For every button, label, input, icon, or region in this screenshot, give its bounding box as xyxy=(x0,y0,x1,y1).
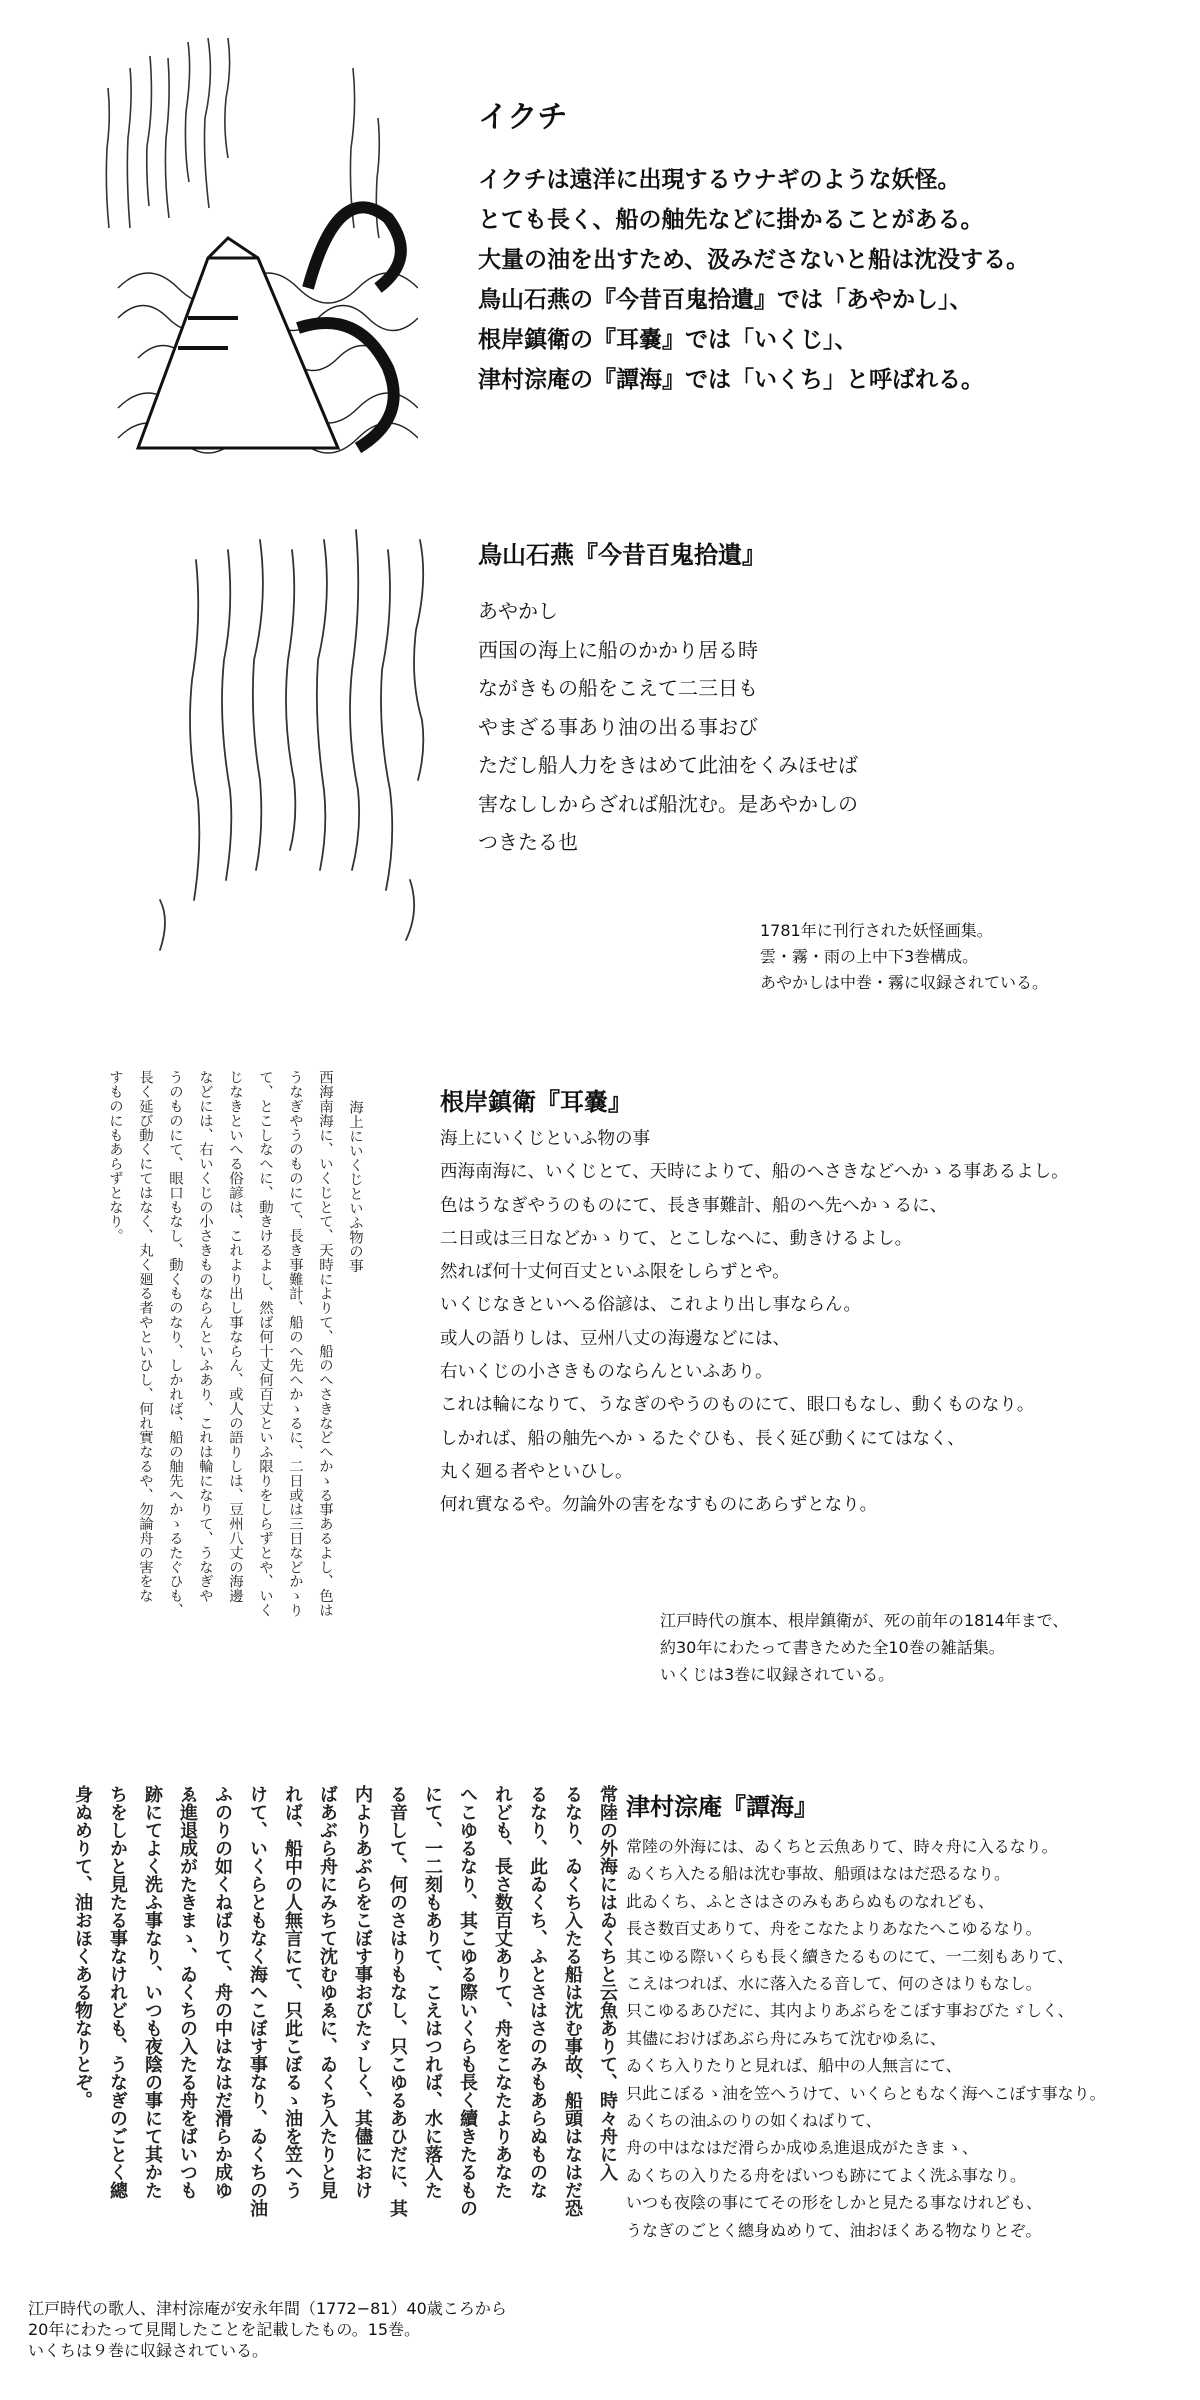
section1-line: イクチは遠洋に出現するウナギのような妖怪。 xyxy=(478,167,961,193)
section3-title: 根岸鎮衛『耳嚢』 xyxy=(440,1088,632,1116)
section4-line: いつも夜陰の事にてその形をしかと見たる事なけれども、 xyxy=(626,2193,1043,2213)
section4-vertical-column: けて、いくらともなく海へこぼす事なり、ゐくちの油 xyxy=(247,1785,268,2217)
section2-line: 害なししからざれば船沈む。是あやかしの xyxy=(478,791,858,816)
section4-vertical-column: るなり、ゐくち入たる船は沈む事故、船頭はなはだ恐 xyxy=(562,1785,583,2217)
section3-line: 西海南海に、いくじとて、天時によりて、船のへさきなどへかゝる事あるよし。 xyxy=(440,1162,1069,1183)
section3-note xyxy=(660,1607,1068,1688)
section2-line: ただし船人力をきはめて此油をくみほせば xyxy=(478,753,858,777)
section3-vertical-column: すものにもあらずとなり。 xyxy=(107,1070,123,1243)
section4-line: ゐくちの入りたる舟をばいつも跡にてよく洗ふ事なり。 xyxy=(626,2165,1027,2185)
section3-line: 色はうなぎやうのものにて、長き事難計、船のへ先へかゝるに、 xyxy=(440,1195,948,1216)
section2-note xyxy=(760,918,1048,996)
section4-vertical-column: 跡にてよく洗ふ事なり、いつも夜陰の事にて其かた xyxy=(142,1785,163,2199)
section1-line: 鳥山石燕の『今昔百鬼拾遺』では「あやかし」、 xyxy=(478,287,973,313)
section4-vertical-column: にて、一二刻もありて、こえはつれば、水に落入た xyxy=(422,1785,443,2199)
section2-transcription xyxy=(478,592,858,862)
section4-note xyxy=(28,2298,507,2361)
section2-note-line: 雲・霧・雨の上中下3巻構成。 xyxy=(760,947,979,966)
section4-line: うなぎのごとく總身ぬめりて、油おほくある物なりとぞ。 xyxy=(626,2220,1042,2240)
section3-vertical-column: て、とこしなへに、動きけるよし、然ば何十丈何百丈といふ限りをしらずとや、いく xyxy=(257,1070,273,1618)
section2-line: あやかし xyxy=(478,599,558,623)
section1-title: イクチ xyxy=(478,100,568,135)
section4-note-line: 20年にわたって見聞したことを記載したもの。15巻。 xyxy=(28,2320,421,2339)
section4-line: ゐくち入りたりと見れば、船中の人無言にて、 xyxy=(626,2056,962,2076)
section4-line: 只此こぼるゝ油を笠へうけて、いくらともなく海へこぼす事なり。 xyxy=(626,2083,1106,2103)
section3-vertical-column: 長く延び動くにてはなく、丸く廻る者やといひし、何れ實なるや、勿論舟の害をな xyxy=(137,1070,153,1603)
section4-vertical-column: 常陸の外海にはゐくちと云魚ありて、時々舟に入 xyxy=(597,1785,618,2181)
section4-vertical-column: 身ぬめりて、油おほくある物なりとぞ。 xyxy=(72,1785,93,2109)
section3-line: しかれば、船の舳先へかゝるたぐひも、長く延び動くにてはなく、 xyxy=(440,1428,965,1449)
section2-line: やまざる事あり油の出る事おび xyxy=(478,714,758,739)
section1-line: とても長く、船の舳先などに掛かることがある。 xyxy=(478,207,984,233)
calligraphy-image xyxy=(120,520,450,980)
section4-vertical-column: ふのりの如くねばりて、舟の中はなはだ滑らか成ゆ xyxy=(212,1785,233,2199)
section3-vertical-column: じなきといへる俗諺は、これより出し事ならん、或人の語りしは、豆州八丈の海邊 xyxy=(227,1070,243,1603)
section3-note-line: いくじは3巻に収録されている。 xyxy=(660,1665,895,1684)
section4-transcription xyxy=(626,1833,1106,2244)
section3-line: 丸く廻る者やといひし。 xyxy=(440,1461,633,1482)
section4-line: 此ゐくち、ふとさはさのみもあらぬものなれども、 xyxy=(626,1891,995,1911)
section3-vertical-column: などには、右いくじの小さきものならんといふあり、これは輪になりて、うなぎや xyxy=(197,1070,213,1603)
section2-note-line: あやかしは中巻・霧に収録されている。 xyxy=(760,973,1049,992)
section3-line: 右いくじの小さきものならんといふあり。 xyxy=(440,1362,773,1383)
section4-vertical-column: ばあぶら舟にみちて沈むゆゑに、ゐくち入たりと見 xyxy=(317,1785,338,2199)
section3-line: 或人の語りしは、豆州八丈の海邊などには、 xyxy=(440,1328,790,1349)
section2-line: つきたる也 xyxy=(478,830,578,854)
section4-line: 其儘におけばあぶら舟にみちて沈むゆゑに、 xyxy=(626,2028,946,2048)
section2-line: 西国の海上に船のかかり居る時 xyxy=(478,637,758,662)
section4-vertical-column: れども、長さ数百丈ありて、舟をこなたよりあなた xyxy=(492,1785,513,2199)
section3-note-line: 約30年にわたって書きためた全10巻の雑話集。 xyxy=(660,1638,1005,1657)
section1-description xyxy=(478,160,1029,400)
section2-title: 鳥山石燕『今昔百鬼拾遺』 xyxy=(478,541,766,569)
section4-line: 只こゆるあひだに、其内よりあぶらをこぼす事おびたゞしく、 xyxy=(626,2001,1074,2021)
section3-vertical-original xyxy=(70,1070,370,1710)
section4-title: 津村淙庵『譚海』 xyxy=(626,1793,818,1821)
section4-line: 常陸の外海には、ゐくちと云魚ありて、時々舟に入るなり。 xyxy=(626,1837,1058,1856)
section3-line: 何れ實なるや。勿論外の害をなすものにあらずとなり。 xyxy=(440,1495,878,1516)
section1-line: 大量の油を出すため、汲みださないと船は沈没する。 xyxy=(478,247,1030,273)
section4-vertical-column: 内よりあぶらをこぼす事おびたゞしく、其儘におけ xyxy=(352,1785,373,2199)
section4-line: 舟の中はなはだ滑らか成ゆゑ進退成がたきまゝ、 xyxy=(626,2138,979,2158)
section2-note-line: 1781年に刊行された妖怪画集。 xyxy=(760,921,993,940)
section3-transcription xyxy=(440,1123,1069,1523)
ayakashi-calligraphy-scan xyxy=(120,520,450,980)
section4-vertical-column: ゑ進退成がたきまゝ、ゐくちの入たる舟をばいつも xyxy=(177,1785,198,2199)
section4-note-line: 江戸時代の歌人、津村淙庵が安永年間（1772−81）40歳ころから xyxy=(28,2299,507,2318)
section3-vertical-column: うなぎやうのものにて、長き事難計、船のへ先へかゝるに、二日或は三日などかゝり xyxy=(287,1070,303,1618)
section4-line: 其こゆる際いくらも長く續きたるものにて、一二刻もありて、 xyxy=(626,1946,1074,1966)
section1-line: 津村淙庵の『譚海』では「いくち」と呼ばれる。 xyxy=(478,367,984,393)
section4-vertical-column: れば、船中の人無言にて、只此こぼるゝ油を笠へう xyxy=(282,1785,303,2199)
section4-line: 長さ数百丈ありて、舟をこなたよりあなたへこゆるなり。 xyxy=(626,1919,1042,1939)
ayakashi-print-image xyxy=(78,28,418,458)
section4-line: こえはつれば、水に落入たる音して、何のさはりもなし。 xyxy=(626,1974,1042,1994)
section1-line: 根岸鎮衛の『耳嚢』では「いくじ」、 xyxy=(478,327,858,353)
section2-line: ながきもの船をこえて二三日も xyxy=(478,676,758,700)
section4-vertical-column: へこゆるなり、其こゆる際いくらも長く續きたるもの xyxy=(457,1785,478,2217)
section3-line: いくじなきといへる俗諺は、これより出し事ならん。 xyxy=(440,1295,862,1316)
section4-vertical-column: ちをしかと見たる事なけれども、うなぎのごとく總 xyxy=(107,1785,128,2199)
section4-note-line: いくちは９巻に収録されている。 xyxy=(28,2341,269,2360)
section3-line: 二日或は三日などかゝりて、とこしなへに、動きけるよし。 xyxy=(440,1228,913,1249)
section4-line: ゐくち入たる船は沈む事故、船頭はなはだ恐るなり。 xyxy=(626,1864,1011,1884)
section3-vertical-column: うのものにて、眼口もなし、動くものなり、しかれば、船の舳先へかゝるたぐひも、 xyxy=(167,1070,183,1618)
section4-vertical-original xyxy=(55,1785,625,2255)
section3-line: 海上にいくじといふ物の事 xyxy=(440,1129,650,1149)
section4-vertical-column: る音して、何のさはりもなし、只こゆるあひだに、其 xyxy=(387,1785,408,2217)
section3-line: これは輪になりて、うなぎのやうのものにて、眼口もなし、動くものなり。 xyxy=(440,1395,1035,1416)
section3-vertical-column: 西海南海に、いくじとて、天時によりて、船のへさきなどへかゝる事あるよし、色は xyxy=(317,1070,333,1618)
section4-line: ゐくちの油ふのりの如くねばりて、 xyxy=(626,2111,882,2131)
section3-line: 然れば何十丈何百丈といふ限をしらずとや。 xyxy=(440,1262,790,1283)
section3-vertical-column: 海上にいくじといふ物の事 xyxy=(347,1100,363,1273)
section3-note-line: 江戸時代の旗本、根岸鎮衛が、死の前年の1814年まで、 xyxy=(660,1611,1069,1630)
woodblock-illustration xyxy=(78,28,418,458)
section4-vertical-column: るなり、此ゐくち、ふとさはさのみもあらぬものな xyxy=(527,1785,548,2199)
